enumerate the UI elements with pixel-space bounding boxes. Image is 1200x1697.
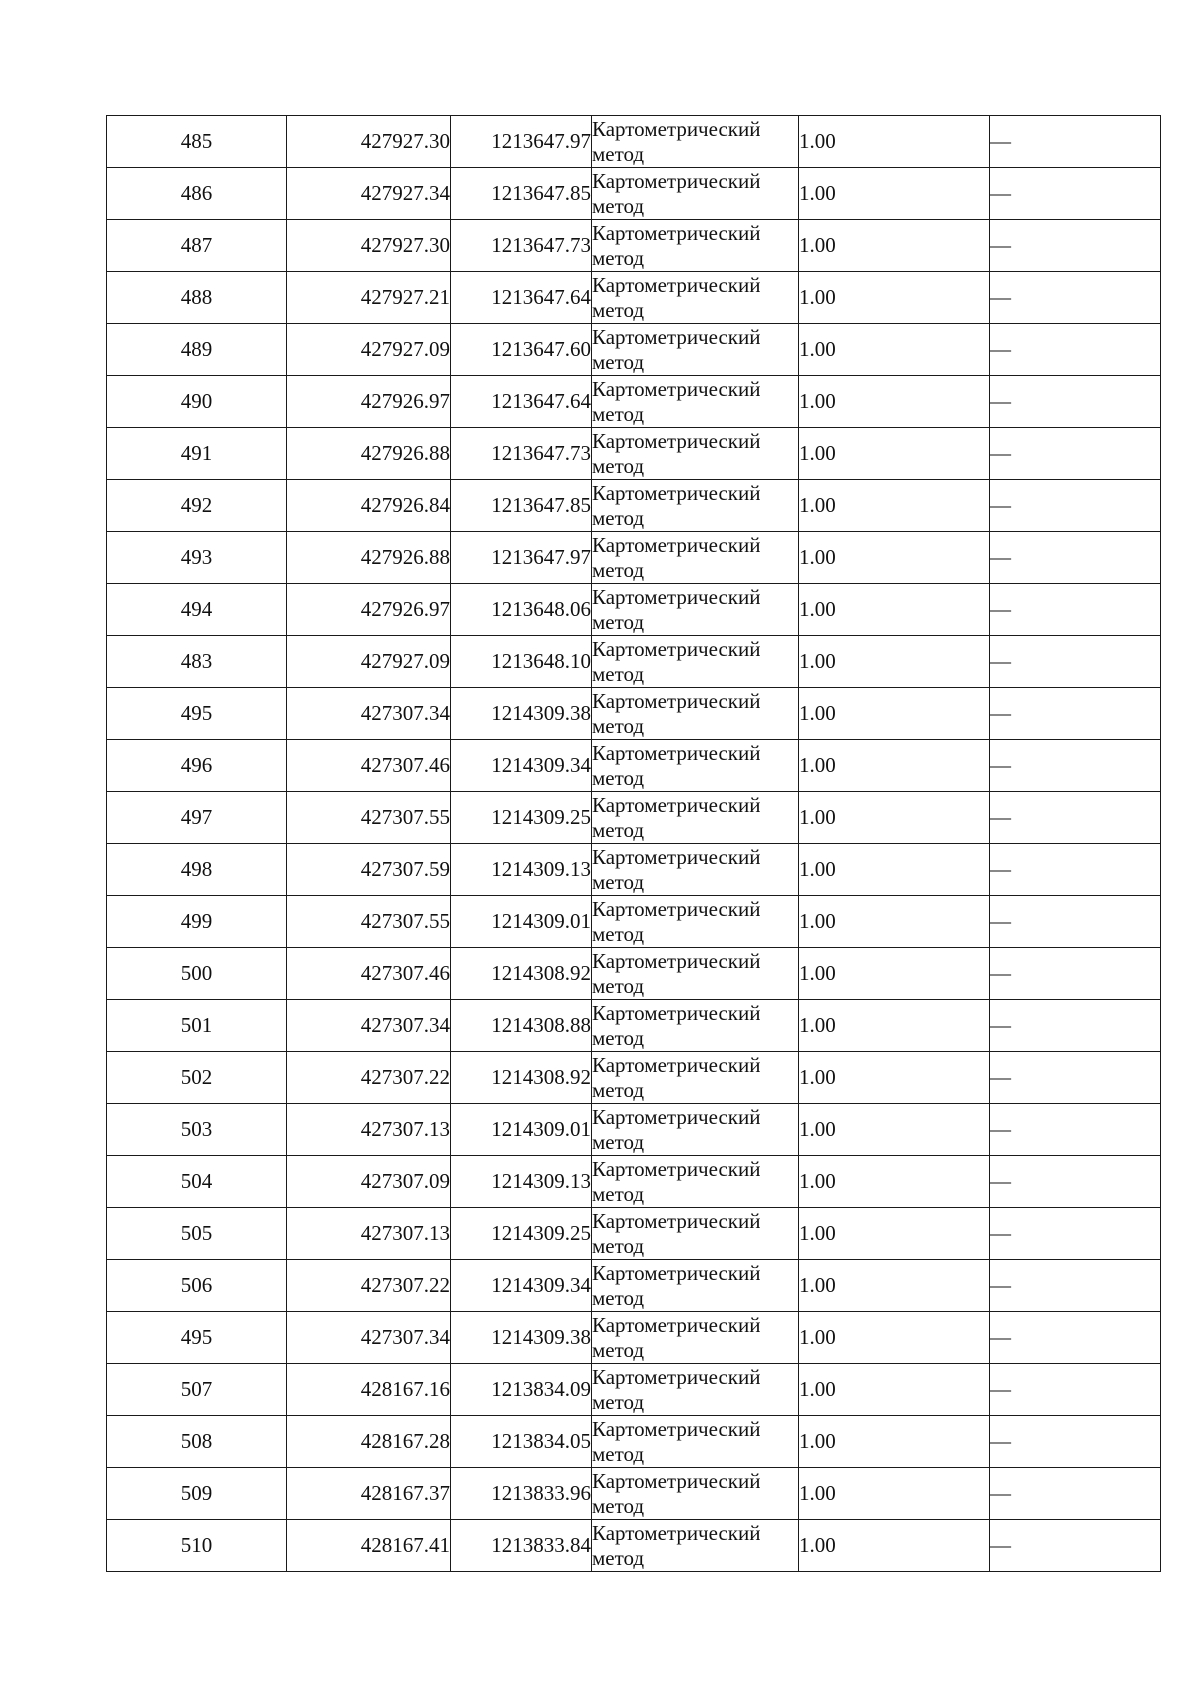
- method-line-1: Картометрический: [592, 1052, 761, 1077]
- point-number-cell: 508: [107, 1416, 287, 1468]
- method-line-2: метод: [592, 1233, 645, 1258]
- table-row: [107, 896, 1161, 948]
- method-cell: [592, 948, 799, 1000]
- method-line-1: Картометрический: [592, 428, 761, 453]
- table-row: [107, 376, 1161, 428]
- method-cell: [592, 636, 799, 688]
- point-number-cell: 501: [107, 1000, 287, 1052]
- y-coordinate-cell: 1214309.01: [451, 896, 592, 948]
- point-number-cell: 504: [107, 1156, 287, 1208]
- description-cell: —: [990, 1052, 1161, 1104]
- y-coordinate-cell: 1213647.64: [451, 376, 592, 428]
- method-line-1: Картометрический: [592, 1468, 761, 1493]
- method-line-1: Картометрический: [592, 1312, 761, 1337]
- accuracy-cell: 1.00: [799, 1260, 990, 1312]
- method-cell: [592, 1104, 799, 1156]
- method-line-1: Картометрический: [592, 1520, 761, 1545]
- description-cell: —: [990, 792, 1161, 844]
- table-row: [107, 272, 1161, 324]
- accuracy-cell: 1.00: [799, 1156, 990, 1208]
- method-line-2: метод: [592, 1441, 645, 1466]
- description-cell: —: [990, 1156, 1161, 1208]
- x-coordinate-cell: 427926.84: [287, 480, 451, 532]
- method-line-1: Картометрический: [592, 896, 761, 921]
- x-coordinate-cell: 427307.22: [287, 1052, 451, 1104]
- x-coordinate-cell: 427307.34: [287, 688, 451, 740]
- method-line-2: метод: [592, 505, 645, 530]
- y-coordinate-cell: 1213833.84: [451, 1520, 592, 1572]
- accuracy-cell: 1.00: [799, 1416, 990, 1468]
- method-line-1: Картометрический: [592, 1208, 761, 1233]
- point-number-cell: 495: [107, 1312, 287, 1364]
- method-line-1: Картометрический: [592, 220, 761, 245]
- y-coordinate-cell: 1214309.38: [451, 1312, 592, 1364]
- description-cell: —: [990, 1520, 1161, 1572]
- point-number-cell: 500: [107, 948, 287, 1000]
- x-coordinate-cell: 428167.28: [287, 1416, 451, 1468]
- y-coordinate-cell: 1213647.97: [451, 116, 592, 168]
- point-number-cell: 483: [107, 636, 287, 688]
- method-line-2: метод: [592, 973, 645, 998]
- accuracy-cell: 1.00: [799, 1104, 990, 1156]
- accuracy-cell: 1.00: [799, 324, 990, 376]
- x-coordinate-cell: 427927.34: [287, 168, 451, 220]
- method-cell: [592, 1000, 799, 1052]
- method-cell: [592, 1312, 799, 1364]
- point-number-cell: 506: [107, 1260, 287, 1312]
- table-row: [107, 636, 1161, 688]
- point-number-cell: 510: [107, 1520, 287, 1572]
- accuracy-cell: 1.00: [799, 636, 990, 688]
- point-number-cell: 485: [107, 116, 287, 168]
- y-coordinate-cell: 1214308.92: [451, 1052, 592, 1104]
- method-line-1: Картометрический: [592, 1156, 761, 1181]
- table-row: [107, 532, 1161, 584]
- y-coordinate-cell: 1213833.96: [451, 1468, 592, 1520]
- description-cell: —: [990, 1208, 1161, 1260]
- method-line-2: метод: [592, 297, 645, 322]
- x-coordinate-cell: 427927.09: [287, 636, 451, 688]
- table-row: [107, 1520, 1161, 1572]
- point-number-cell: 497: [107, 792, 287, 844]
- y-coordinate-cell: 1213648.06: [451, 584, 592, 636]
- accuracy-cell: 1.00: [799, 376, 990, 428]
- method-line-1: Картометрический: [592, 1364, 761, 1389]
- description-cell: —: [990, 896, 1161, 948]
- method-line-2: метод: [592, 1181, 645, 1206]
- y-coordinate-cell: 1214309.01: [451, 1104, 592, 1156]
- method-cell: [592, 1052, 799, 1104]
- description-cell: —: [990, 584, 1161, 636]
- y-coordinate-cell: 1214308.92: [451, 948, 592, 1000]
- description-cell: —: [990, 948, 1161, 1000]
- description-cell: —: [990, 220, 1161, 272]
- description-cell: —: [990, 1468, 1161, 1520]
- method-cell: [592, 428, 799, 480]
- method-line-1: Картометрический: [592, 688, 761, 713]
- point-number-cell: 507: [107, 1364, 287, 1416]
- description-cell: —: [990, 324, 1161, 376]
- description-cell: —: [990, 1260, 1161, 1312]
- method-line-1: Картометрический: [592, 324, 761, 349]
- method-cell: [592, 1416, 799, 1468]
- method-line-2: метод: [592, 713, 645, 738]
- table-row: [107, 324, 1161, 376]
- y-coordinate-cell: 1213834.09: [451, 1364, 592, 1416]
- method-line-2: метод: [592, 193, 645, 218]
- method-cell: [592, 792, 799, 844]
- description-cell: —: [990, 1104, 1161, 1156]
- table-row: [107, 220, 1161, 272]
- table-row: [107, 1052, 1161, 1104]
- method-line-2: метод: [592, 1493, 645, 1518]
- method-line-2: метод: [592, 141, 645, 166]
- table-row: [107, 844, 1161, 896]
- method-line-1: Картометрический: [592, 272, 761, 297]
- method-cell: [592, 1364, 799, 1416]
- y-coordinate-cell: 1214309.25: [451, 1208, 592, 1260]
- accuracy-cell: 1.00: [799, 168, 990, 220]
- accuracy-cell: 1.00: [799, 428, 990, 480]
- method-line-2: метод: [592, 765, 645, 790]
- accuracy-cell: 1.00: [799, 220, 990, 272]
- x-coordinate-cell: 427927.09: [287, 324, 451, 376]
- point-number-cell: 487: [107, 220, 287, 272]
- accuracy-cell: 1.00: [799, 480, 990, 532]
- table-row: [107, 1312, 1161, 1364]
- description-cell: —: [990, 844, 1161, 896]
- description-cell: —: [990, 1416, 1161, 1468]
- x-coordinate-cell: 427927.30: [287, 220, 451, 272]
- table-row: [107, 480, 1161, 532]
- method-line-1: Картометрический: [592, 948, 761, 973]
- method-line-2: метод: [592, 1545, 645, 1570]
- method-line-2: метод: [592, 1129, 645, 1154]
- x-coordinate-cell: 427307.55: [287, 896, 451, 948]
- method-line-2: метод: [592, 557, 645, 582]
- method-line-2: метод: [592, 921, 645, 946]
- description-cell: —: [990, 1312, 1161, 1364]
- x-coordinate-cell: 427307.13: [287, 1104, 451, 1156]
- accuracy-cell: 1.00: [799, 1364, 990, 1416]
- method-cell: [592, 1520, 799, 1572]
- point-number-cell: 491: [107, 428, 287, 480]
- method-line-1: Картометрический: [592, 1104, 761, 1129]
- y-coordinate-cell: 1213647.73: [451, 220, 592, 272]
- table-row: [107, 688, 1161, 740]
- point-number-cell: 502: [107, 1052, 287, 1104]
- method-cell: [592, 480, 799, 532]
- table-row: [107, 1416, 1161, 1468]
- y-coordinate-cell: 1213647.73: [451, 428, 592, 480]
- y-coordinate-cell: 1214309.34: [451, 740, 592, 792]
- method-line-2: метод: [592, 1285, 645, 1310]
- method-line-1: Картометрический: [592, 740, 761, 765]
- accuracy-cell: 1.00: [799, 1208, 990, 1260]
- x-coordinate-cell: 427927.30: [287, 116, 451, 168]
- x-coordinate-cell: 427927.21: [287, 272, 451, 324]
- method-line-1: Картометрический: [592, 1000, 761, 1025]
- method-cell: [592, 220, 799, 272]
- accuracy-cell: 1.00: [799, 792, 990, 844]
- accuracy-cell: 1.00: [799, 688, 990, 740]
- description-cell: —: [990, 272, 1161, 324]
- x-coordinate-cell: 427307.46: [287, 740, 451, 792]
- method-cell: [592, 740, 799, 792]
- point-number-cell: 490: [107, 376, 287, 428]
- method-cell: [592, 1260, 799, 1312]
- x-coordinate-cell: 428167.16: [287, 1364, 451, 1416]
- point-number-cell: 486: [107, 168, 287, 220]
- table-row: [107, 1000, 1161, 1052]
- method-line-1: Картометрический: [592, 480, 761, 505]
- table-row: [107, 1468, 1161, 1520]
- x-coordinate-cell: 427307.34: [287, 1312, 451, 1364]
- x-coordinate-cell: 427307.34: [287, 1000, 451, 1052]
- method-line-1: Картометрический: [592, 636, 761, 661]
- description-cell: —: [990, 740, 1161, 792]
- method-cell: [592, 1468, 799, 1520]
- table-row: [107, 948, 1161, 1000]
- method-cell: [592, 168, 799, 220]
- method-line-2: метод: [592, 609, 645, 634]
- description-cell: —: [990, 1000, 1161, 1052]
- method-cell: [592, 1208, 799, 1260]
- y-coordinate-cell: 1213647.85: [451, 480, 592, 532]
- accuracy-cell: 1.00: [799, 740, 990, 792]
- accuracy-cell: 1.00: [799, 1052, 990, 1104]
- method-line-1: Картометрический: [592, 116, 761, 141]
- point-number-cell: 492: [107, 480, 287, 532]
- accuracy-cell: 1.00: [799, 532, 990, 584]
- method-line-2: метод: [592, 349, 645, 374]
- method-cell: [592, 116, 799, 168]
- coordinates-table: [106, 115, 1161, 1572]
- accuracy-cell: 1.00: [799, 116, 990, 168]
- method-cell: [592, 896, 799, 948]
- method-line-1: Картометрический: [592, 584, 761, 609]
- method-line-1: Картометрический: [592, 532, 761, 557]
- x-coordinate-cell: 427926.97: [287, 376, 451, 428]
- point-number-cell: 499: [107, 896, 287, 948]
- y-coordinate-cell: 1214308.88: [451, 1000, 592, 1052]
- y-coordinate-cell: 1214309.34: [451, 1260, 592, 1312]
- description-cell: —: [990, 1364, 1161, 1416]
- y-coordinate-cell: 1213647.64: [451, 272, 592, 324]
- point-number-cell: 493: [107, 532, 287, 584]
- table-row: [107, 116, 1161, 168]
- point-number-cell: 503: [107, 1104, 287, 1156]
- method-cell: [592, 1156, 799, 1208]
- description-cell: —: [990, 688, 1161, 740]
- table-body: [107, 116, 1161, 1572]
- method-cell: [592, 584, 799, 636]
- accuracy-cell: 1.00: [799, 272, 990, 324]
- x-coordinate-cell: 428167.37: [287, 1468, 451, 1520]
- point-number-cell: 494: [107, 584, 287, 636]
- method-line-1: Картометрический: [592, 844, 761, 869]
- y-coordinate-cell: 1214309.13: [451, 844, 592, 896]
- method-cell: [592, 324, 799, 376]
- description-cell: —: [990, 636, 1161, 688]
- accuracy-cell: 1.00: [799, 1468, 990, 1520]
- method-line-2: метод: [592, 1077, 645, 1102]
- description-cell: —: [990, 480, 1161, 532]
- method-line-2: метод: [592, 401, 645, 426]
- accuracy-cell: 1.00: [799, 1000, 990, 1052]
- table-row: [107, 792, 1161, 844]
- x-coordinate-cell: 427307.55: [287, 792, 451, 844]
- table-row: [107, 1156, 1161, 1208]
- method-line-1: Картометрический: [592, 376, 761, 401]
- accuracy-cell: 1.00: [799, 1520, 990, 1572]
- accuracy-cell: 1.00: [799, 948, 990, 1000]
- accuracy-cell: 1.00: [799, 584, 990, 636]
- x-coordinate-cell: 427307.09: [287, 1156, 451, 1208]
- x-coordinate-cell: 427926.88: [287, 428, 451, 480]
- table-row: [107, 1260, 1161, 1312]
- method-line-1: Картометрический: [592, 1416, 761, 1441]
- x-coordinate-cell: 427307.13: [287, 1208, 451, 1260]
- description-cell: —: [990, 116, 1161, 168]
- x-coordinate-cell: 428167.41: [287, 1520, 451, 1572]
- table-row: [107, 168, 1161, 220]
- x-coordinate-cell: 427307.46: [287, 948, 451, 1000]
- method-line-2: метод: [592, 245, 645, 270]
- method-cell: [592, 272, 799, 324]
- point-number-cell: 509: [107, 1468, 287, 1520]
- table-row: [107, 1208, 1161, 1260]
- method-cell: [592, 532, 799, 584]
- x-coordinate-cell: 427307.22: [287, 1260, 451, 1312]
- method-line-2: метод: [592, 1389, 645, 1414]
- table-row: [107, 740, 1161, 792]
- y-coordinate-cell: 1213647.85: [451, 168, 592, 220]
- method-line-2: метод: [592, 1337, 645, 1362]
- y-coordinate-cell: 1214309.13: [451, 1156, 592, 1208]
- y-coordinate-cell: 1214309.25: [451, 792, 592, 844]
- method-line-2: метод: [592, 453, 645, 478]
- method-line-2: метод: [592, 661, 645, 686]
- y-coordinate-cell: 1213648.10: [451, 636, 592, 688]
- method-line-1: Картометрический: [592, 168, 761, 193]
- description-cell: —: [990, 428, 1161, 480]
- point-number-cell: 495: [107, 688, 287, 740]
- description-cell: —: [990, 376, 1161, 428]
- point-number-cell: 488: [107, 272, 287, 324]
- method-line-2: метод: [592, 869, 645, 894]
- point-number-cell: 498: [107, 844, 287, 896]
- method-cell: [592, 844, 799, 896]
- y-coordinate-cell: 1213647.97: [451, 532, 592, 584]
- method-cell: [592, 688, 799, 740]
- accuracy-cell: 1.00: [799, 1312, 990, 1364]
- y-coordinate-cell: 1213834.05: [451, 1416, 592, 1468]
- method-line-1: Картометрический: [592, 792, 761, 817]
- description-cell: —: [990, 532, 1161, 584]
- table-row: [107, 584, 1161, 636]
- method-cell: [592, 376, 799, 428]
- point-number-cell: 489: [107, 324, 287, 376]
- description-cell: —: [990, 168, 1161, 220]
- point-number-cell: 505: [107, 1208, 287, 1260]
- y-coordinate-cell: 1214309.38: [451, 688, 592, 740]
- method-line-1: Картометрический: [592, 1260, 761, 1285]
- table-row: [107, 428, 1161, 480]
- point-number-cell: 496: [107, 740, 287, 792]
- accuracy-cell: 1.00: [799, 896, 990, 948]
- method-line-2: метод: [592, 1025, 645, 1050]
- method-line-2: метод: [592, 817, 645, 842]
- x-coordinate-cell: 427307.59: [287, 844, 451, 896]
- table-row: [107, 1104, 1161, 1156]
- x-coordinate-cell: 427926.88: [287, 532, 451, 584]
- x-coordinate-cell: 427926.97: [287, 584, 451, 636]
- y-coordinate-cell: 1213647.60: [451, 324, 592, 376]
- accuracy-cell: 1.00: [799, 844, 990, 896]
- table-row: [107, 1364, 1161, 1416]
